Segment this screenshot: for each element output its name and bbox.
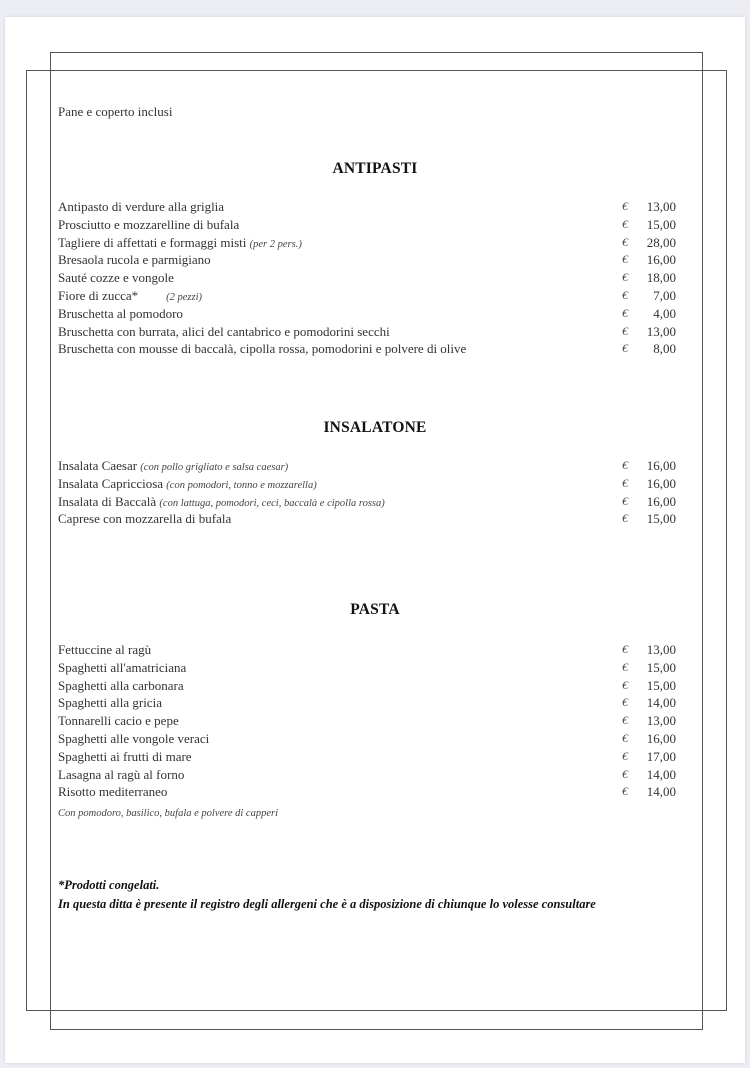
menu-item: Insalata di Baccalà (con lattuga, pomodori, ceci, baccalà e cipolla rossa) € 16,00 [58,493,676,509]
item-name: Bruschetta con mousse di baccalà, cipolla rossa, pomodorini e polvere di olive [58,341,467,357]
item-name: Tagliere di affettati e formaggi misti [58,234,247,250]
menu-item: Bruschetta con mousse di baccalà, cipolla rossa, pomodorini e polvere di olive € 8,00 [58,341,676,357]
menu-item: Spaghetti ai frutti di mare € 17,00 [58,748,676,764]
menu-item: Sauté cozze e vongole € 18,00 [58,270,676,286]
section-title-antipasti: ANTIPASTI [332,160,418,177]
menu-item: Spaghetti alla carbonara € 15,00 [58,677,676,693]
menu-item: Caprese con mozzarella di bufala € 15,00 [58,511,676,527]
item-name: Risotto mediterraneo [58,784,168,800]
menu-item: Bruschetta con burrata, alici del cantabrico e pomodorini secchi € 13,00 [58,323,676,339]
menu-item: Insalata Capricciosa (con pomodori, tonno e mozzarella) € 16,00 [58,475,676,491]
menu-item: Bruschetta al pomodoro € 4,00 [58,305,676,321]
menu-item: Risotto mediterraneo € 14,00 [58,784,676,800]
item-name: Sauté cozze e vongole [58,270,174,286]
item-name: Spaghetti alle vongole veraci [58,730,210,746]
item-name: Antipasto di verdure alla griglia [58,199,225,214]
menu-item: Spaghetti alle vongole veraci € 16,00 [58,730,676,746]
menu-item: Tagliere di affettati e formaggi misti (per 2 pers.) € 28,00 [58,234,676,250]
menu-item: Antipasto di verdure alla griglia € 13,00 [58,199,676,214]
menu-item: Fiore di zucca* (2 pezzi) € 7,00 [58,287,676,303]
menu-item: Insalata Caesar (con pollo grigliato e salsa caesar) € 16,00 [58,458,676,473]
item-name: Spaghetti ai frutti di mare [58,748,192,764]
menu-item: Fettuccine al ragù € 13,00 [58,642,676,657]
menu-item: Lasagna al ragù al forno € 14,00 [58,766,676,782]
item-name: Caprese con mozzarella di bufala [58,511,232,527]
item-name: Bresaola rucola e parmigiano [58,252,211,268]
section-title-insalatone: INSALATONE [323,419,427,436]
risotto-description: Con pomodoro, basilico, bufala e polvere di capperi [58,808,278,819]
insalatone-list [58,457,678,528]
cover-charge-note: Pane e coperto inclusi [58,104,173,119]
item-name: Insalata Capricciosa [58,475,164,491]
frozen-products-note: *Prodotti congelati. [58,878,160,892]
item-name: Spaghetti alla gricia [58,695,162,711]
antipasti-list [58,198,678,358]
item-name: Fettuccine al ragù [58,642,152,657]
item-name: Spaghetti alla carbonara [58,677,184,693]
menu-item: Tonnarelli cacio e pepe € 13,00 [58,713,676,729]
item-description: (2 pezzi) [166,291,203,303]
allergen-register-note: In questa ditta è presente il registro degli allergeni che è a disposizione di chiunque lo volesse consultare [58,897,596,911]
item-description: (per 2 pers.) [249,238,302,250]
footer-notes [58,876,678,914]
item-name: Spaghetti all'amatriciana [58,659,187,675]
section-title-pasta: PASTA [350,601,400,618]
menu-item: Spaghetti all'amatriciana € 15,00 [58,659,676,675]
item-name: Prosciutto e mozzarelline di bufala [58,216,240,232]
menu-item: Prosciutto e mozzarelline di bufala € 15,00 [58,216,676,232]
item-name: Insalata di Baccalà [58,493,157,509]
item-description: (con pomodori, tonno e mozzarella) [166,479,317,491]
item-name: Lasagna al ragù al forno [58,766,185,782]
menu-item: Spaghetti alla gricia € 14,00 [58,695,676,711]
menu-item: Bresaola rucola e parmigiano € 16,00 [58,252,676,268]
item-description: (con pollo grigliato e salsa caesar) [140,462,289,473]
item-name: Tonnarelli cacio e pepe [58,713,179,729]
item-description: (con lattuga, pomodori, ceci, baccalà e cipolla rossa) [159,497,385,509]
item-name: Fiore di zucca* [58,287,139,303]
item-name: Insalata Caesar [58,458,138,473]
pasta-list [58,641,678,801]
item-name: Bruschetta con burrata, alici del cantabrico e pomodorini secchi [58,323,390,339]
item-name: Bruschetta al pomodoro [58,305,183,321]
